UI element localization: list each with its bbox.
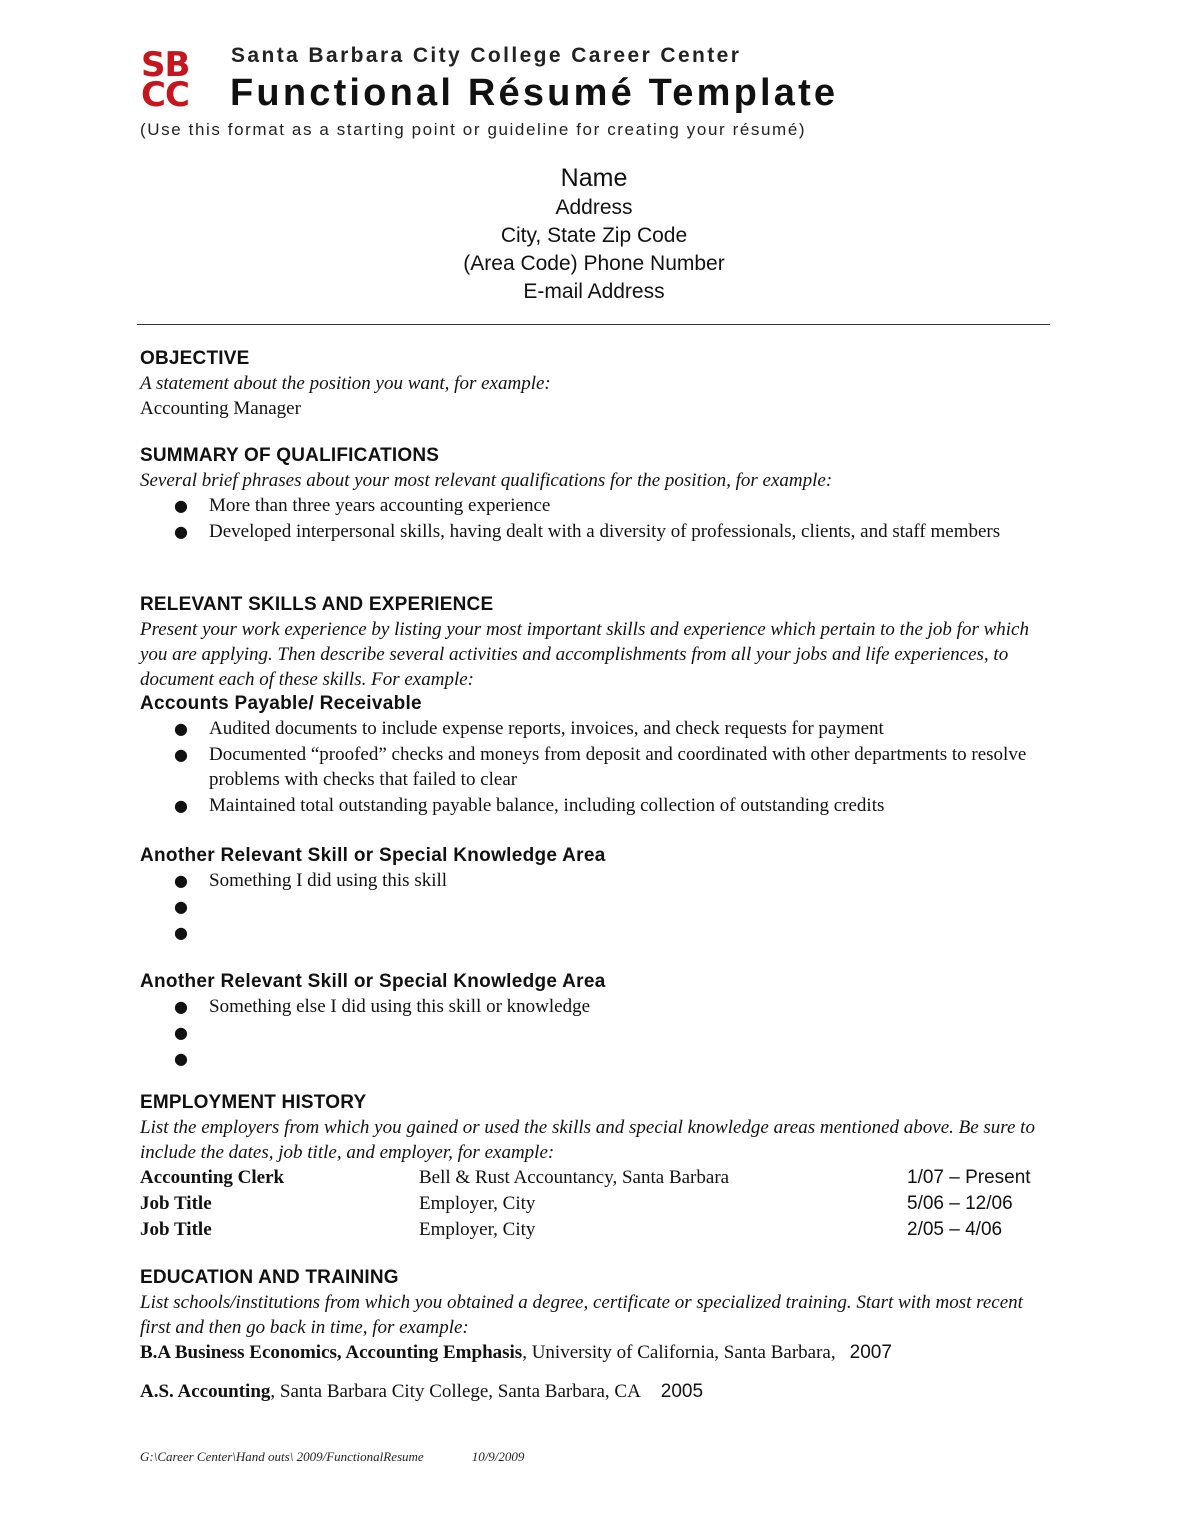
employment-heading: EMPLOYMENT HISTORY <box>140 1092 367 1113</box>
bullet-icon: ● <box>174 496 188 515</box>
contact-address: Address <box>555 196 633 219</box>
footer-path: G:\Career Center\Hand outs\ 2009/FunctionalResume <box>140 1449 424 1464</box>
education-entry-1 <box>140 1340 1050 1365</box>
year: 2005 <box>660 1381 704 1402</box>
skill-area-1-title: Accounts Payable/ Receivable <box>140 693 422 714</box>
list-item: ● Documented “proofed” checks and moneys from deposit and coordinated with other departments to resolve problems with checks that failed to clear <box>174 744 1027 790</box>
employment-section <box>140 1091 1050 1243</box>
list-item: ● Audited documents to include expense reports, invoices, and check requests for payment <box>174 718 884 739</box>
skill-area-3-list <box>140 994 1050 1071</box>
document-title: Functional Résumé Template <box>230 72 839 114</box>
logo-line-2: CC <box>141 75 189 115</box>
skill-area-2-title: Another Relevant Skill or Special Knowledge Area <box>140 845 606 866</box>
job-title: Accounting Clerk <box>140 1167 285 1188</box>
bullet-icon: ● <box>174 897 188 916</box>
skills-prompt: Present your work experience by listing your most important skills and experience which pertain to the job for which you are applying. Then describe several activities and accomplishments from all your jobs and life experiences, to document each of these skills. For example: <box>140 619 1029 690</box>
bullet-icon: ● <box>174 997 188 1016</box>
list-item: ● Developed interpersonal skills, having dealt with a diversity of professionals, clients, and staff members <box>174 521 1001 542</box>
list-item <box>140 894 1050 919</box>
objective-section <box>140 347 1050 421</box>
degree: B.A Business Economics, Accounting Emphasis <box>140 1342 523 1363</box>
employer: Bell & Rust Accountancy, Santa Barbara <box>419 1167 730 1188</box>
skill-area-2-list <box>140 868 1050 945</box>
skills-section <box>140 593 1050 819</box>
job-dates: 2/05 – 4/06 <box>907 1219 1003 1240</box>
table-row <box>140 1165 1031 1191</box>
footer-date: 10/9/2009 <box>471 1449 525 1464</box>
job-title: Job Title <box>140 1219 212 1240</box>
school: , University of California, Santa Barbara, <box>522 1342 836 1363</box>
summary-heading: SUMMARY OF QUALIFICATIONS <box>140 445 440 466</box>
employment-prompt: List the employers from which you gained or used the skills and special knowledge areas mentioned above. Be sure to include the dates, job title, and employer, for example: <box>140 1117 1035 1163</box>
objective-heading: OBJECTIVE <box>140 348 250 369</box>
contact-city-state-zip: City, State Zip Code <box>500 224 688 247</box>
contact-name: Name <box>560 164 628 192</box>
list-item: ● More than three years accounting experience <box>174 495 551 516</box>
footer <box>140 1449 524 1465</box>
skill-area-2 <box>140 844 1050 946</box>
job-dates: 1/07 – Present <box>907 1167 1031 1188</box>
contact-phone: (Area Code) Phone Number <box>463 252 725 275</box>
bullet-icon: ● <box>174 923 188 942</box>
bullet-icon: ● <box>174 1049 188 1068</box>
job-dates: 5/06 – 12/06 <box>907 1193 1013 1214</box>
degree: A.S. Accounting <box>140 1381 271 1402</box>
employer: Employer, City <box>419 1193 536 1214</box>
skills-heading: RELEVANT SKILLS AND EXPERIENCE <box>140 594 494 615</box>
table-row <box>140 1217 1031 1243</box>
education-section <box>140 1266 1050 1404</box>
list-item: ● Something else I did using this skill or knowledge <box>174 996 591 1017</box>
logo-line-1: SB <box>141 45 190 85</box>
education-prompt: List schools/institutions from which you obtained a degree, certificate or specialized training. Start with most recent first and then go back in time, for example: <box>140 1292 1023 1338</box>
list-item <box>140 1020 1050 1045</box>
contact-block <box>140 162 1048 306</box>
year: 2007 <box>849 1342 892 1363</box>
summary-section <box>140 444 1050 545</box>
employer: Employer, City <box>419 1219 536 1240</box>
bullet-icon: ● <box>174 719 188 738</box>
skill-area-3 <box>140 970 1050 1072</box>
header-divider <box>137 324 1050 325</box>
skill-area-3-title: Another Relevant Skill or Special Knowledge Area <box>140 971 606 992</box>
bullet-icon: ● <box>174 1023 188 1042</box>
education-heading: EDUCATION AND TRAINING <box>140 1267 399 1288</box>
objective-prompt: A statement about the position you want, for example: <box>140 373 551 394</box>
table-row <box>140 1191 1031 1217</box>
list-item: ● Something I did using this skill <box>174 870 448 891</box>
sbcc-logo <box>141 45 213 115</box>
summary-prompt: Several brief phrases about your most relevant qualifications for the position, for example: <box>140 470 833 491</box>
bullet-icon: ● <box>174 745 188 764</box>
list-item <box>140 1046 1050 1071</box>
list-item: ● Maintained total outstanding payable balance, including collection of outstanding credits <box>174 795 885 816</box>
contact-email: E-mail Address <box>523 280 665 303</box>
document-subtitle: (Use this format as a starting point or guideline for creating your résumé) <box>140 120 807 139</box>
job-title: Job Title <box>140 1193 212 1214</box>
employment-table <box>140 1165 1031 1243</box>
college-name: Santa Barbara City College Career Center <box>231 44 742 67</box>
bullet-icon: ● <box>174 871 188 890</box>
summary-list <box>140 493 1050 544</box>
list-item <box>140 920 1050 945</box>
skill-area-1-list <box>140 716 1050 818</box>
education-entry-2 <box>140 1379 1050 1404</box>
school: , Santa Barbara City College, Santa Barbara, CA <box>270 1381 641 1402</box>
objective-example: Accounting Manager <box>140 398 301 419</box>
bullet-icon: ● <box>174 522 188 541</box>
bullet-icon: ● <box>174 796 188 815</box>
